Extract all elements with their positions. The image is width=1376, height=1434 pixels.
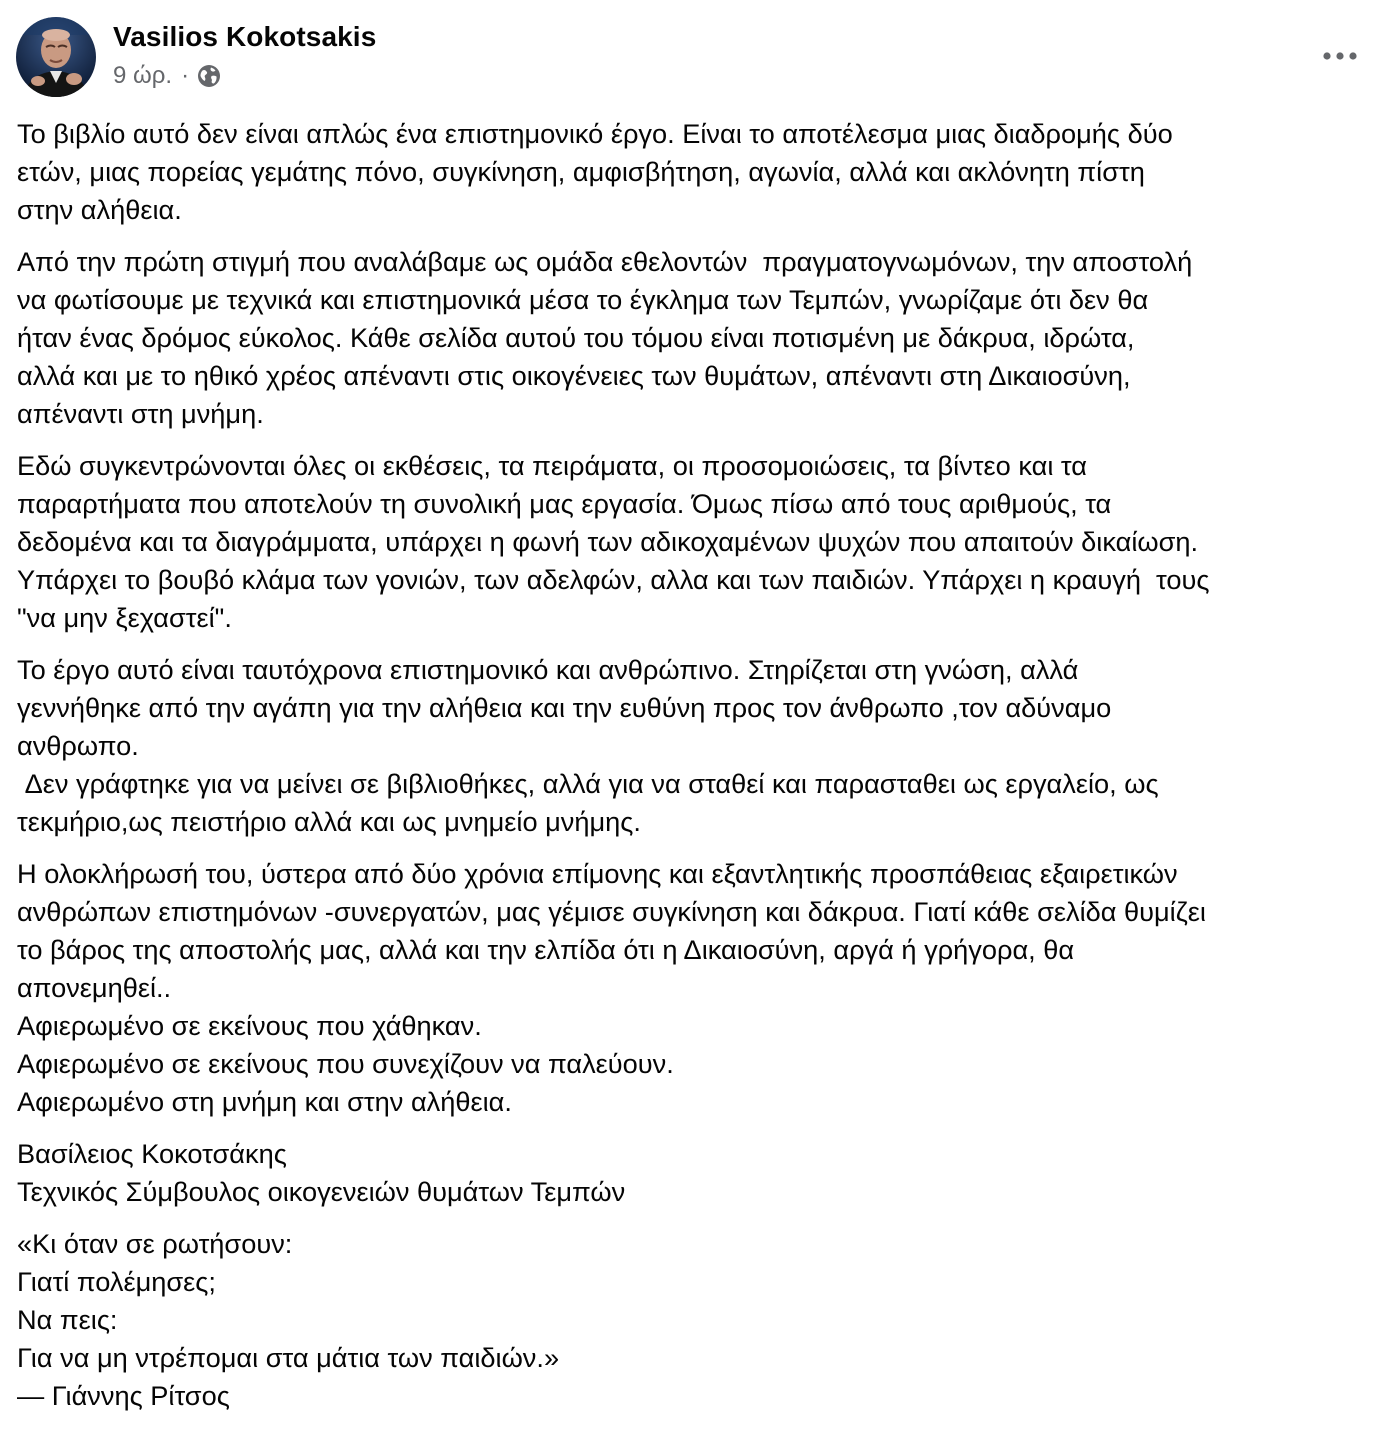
post-line: Η ολοκλήρωσή του, ύστερα από δύο χρόνια επίμονης και εξαντλητικής προσπάθειας εξαιρετικών: [17, 858, 1178, 889]
post-line: «Κι όταν σε ρωτήσουν:: [17, 1228, 293, 1259]
post-timestamp[interactable]: 9 ώρ.: [113, 62, 173, 89]
post-paragraph: [17, 1135, 1369, 1211]
globe-icon[interactable]: [197, 64, 221, 88]
post-line: Το έργο αυτό είναι ταυτόχρονα επιστημονικό και ανθρώπινο. Στηρίζεται στη γνώση, αλλά: [17, 654, 1079, 685]
post-line: το βάρος της αποστολής μας, αλλά και την ελπίδα ότι η Δικαιοσύνη, αργά ή γρήγορα, θα: [17, 934, 1075, 965]
more-options-button[interactable]: [1320, 41, 1360, 71]
post-line: Βασίλειος Κοκοτσάκης: [17, 1138, 287, 1169]
post-paragraph: [17, 1225, 1369, 1415]
post-line: ανθρωπο.: [17, 730, 139, 761]
post-line: τεκμήριο,ως πειστήριο αλλά και ως μνημείο μνήμης.: [17, 806, 641, 837]
post-line: Δεν γράφτηκε για να μείνει σε βιβλιοθήκες, αλλά για να σταθεί και παρασταθει ως εργαλείο, ως: [17, 768, 1159, 799]
post-line: Εδώ συγκεντρώνονται όλες οι εκθέσεις, τα πειράματα, οι προσομοιώσεις, τα βίντεο και τα: [17, 450, 1087, 481]
post-line: ήταν ένας δρόμος εύκολος. Κάθε σελίδα αυτού του τόμου είναι ποτισμένη με δάκρυα, ιδρώτα,: [17, 322, 1135, 353]
post-line: Για να μη ντρέπομαι στα μάτια των παιδιών.»: [17, 1342, 560, 1373]
post-line: απονεμηθεί..: [17, 972, 172, 1003]
post-meta: [113, 61, 221, 91]
post-line: απέναντι στη μνήμη.: [17, 398, 264, 429]
avatar-photo-icon: [16, 17, 96, 97]
post-line: — Γιάννης Ρίτσος: [17, 1380, 230, 1411]
post-line: ετών, μιας πορείας γεμάτης πόνο, συγκίνηση, αμφισβήτηση, αγωνία, αλλά και ακλόνητη πίστη: [17, 156, 1145, 187]
more-options-icon: [1322, 51, 1358, 61]
post-paragraph: [17, 115, 1369, 229]
post-line: Αφιερωμένο σε εκείνους που χάθηκαν.: [17, 1010, 482, 1041]
post-line: δεδομένα και τα διαγράμματα, υπάρχει η φωνή των αδικοχαμένων ψυχών που απαιτούν δικαίωση.: [17, 526, 1199, 557]
post-line: Αφιερωμένο στη μνήμη και στην αλήθεια.: [17, 1086, 512, 1117]
post-line: γεννήθηκε από την αγάπη για την αλήθεια και την ευθύνη προς τον άνθρωπο ,τον αδύναμο: [17, 692, 1112, 723]
post-line: στην αλήθεια.: [17, 194, 182, 225]
post-line: Να πεις:: [17, 1304, 118, 1335]
post-line: Τεχνικός Σύμβουλος οικογενειών θυμάτων Τεμπών: [17, 1176, 626, 1207]
meta-separator: ·: [181, 62, 190, 89]
post-line: "να μην ξεχαστεί".: [17, 602, 232, 633]
post-header: [16, 17, 1360, 99]
post-line: αλλά και με το ηθικό χρέος απέναντι στις οικογένειες των θυμάτων, απέναντι στη Δικαιοσύνη,: [17, 360, 1131, 391]
post-line: ανθρώπων επιστημόνων -συνεργατών, μας γέμισε συγκίνηση και δάκρυα. Γιατί κάθε σελίδα θυμίζει: [17, 896, 1206, 927]
post-line: Το βιβλίο αυτό δεν είναι απλώς ένα επιστημονικό έργο. Είναι το αποτέλεσμα μιας διαδρομής δύο: [17, 118, 1173, 149]
author-name[interactable]: Vasilios Kokotsakis: [113, 21, 377, 52]
post-line: Από την πρώτη στιγμή που αναλάβαμε ως ομάδα εθελοντών πραγματογνωμόνων, την αποστολή: [17, 246, 1193, 277]
post-line: Υπάρχει το βουβό κλάμα των γονιών, των αδελφών, αλλα και των παιδιών. Υπάρχει η κραυγή τους: [17, 564, 1210, 595]
post-text: [17, 115, 1369, 1429]
post-line: να φωτίσουμε με τεχνικά και επιστημονικά μέσα το έγκλημα των Τεμπών, γνωρίζαμε ότι δεν θα: [17, 284, 1149, 315]
post-paragraph: [17, 243, 1369, 433]
post-line: παραρτήματα που αποτελούν τη συνολική μας εργασία. Όμως πίσω από τους αριθμούς, τα: [17, 488, 1112, 519]
post-paragraph: [17, 651, 1369, 841]
post-line: Γιατί πολέμησες;: [17, 1266, 216, 1297]
author-avatar[interactable]: [16, 17, 96, 97]
post-paragraph: [17, 447, 1369, 637]
post-paragraph: [17, 855, 1369, 1121]
post-line: Αφιερωμένο σε εκείνους που συνεχίζουν να παλεύουν.: [17, 1048, 674, 1079]
